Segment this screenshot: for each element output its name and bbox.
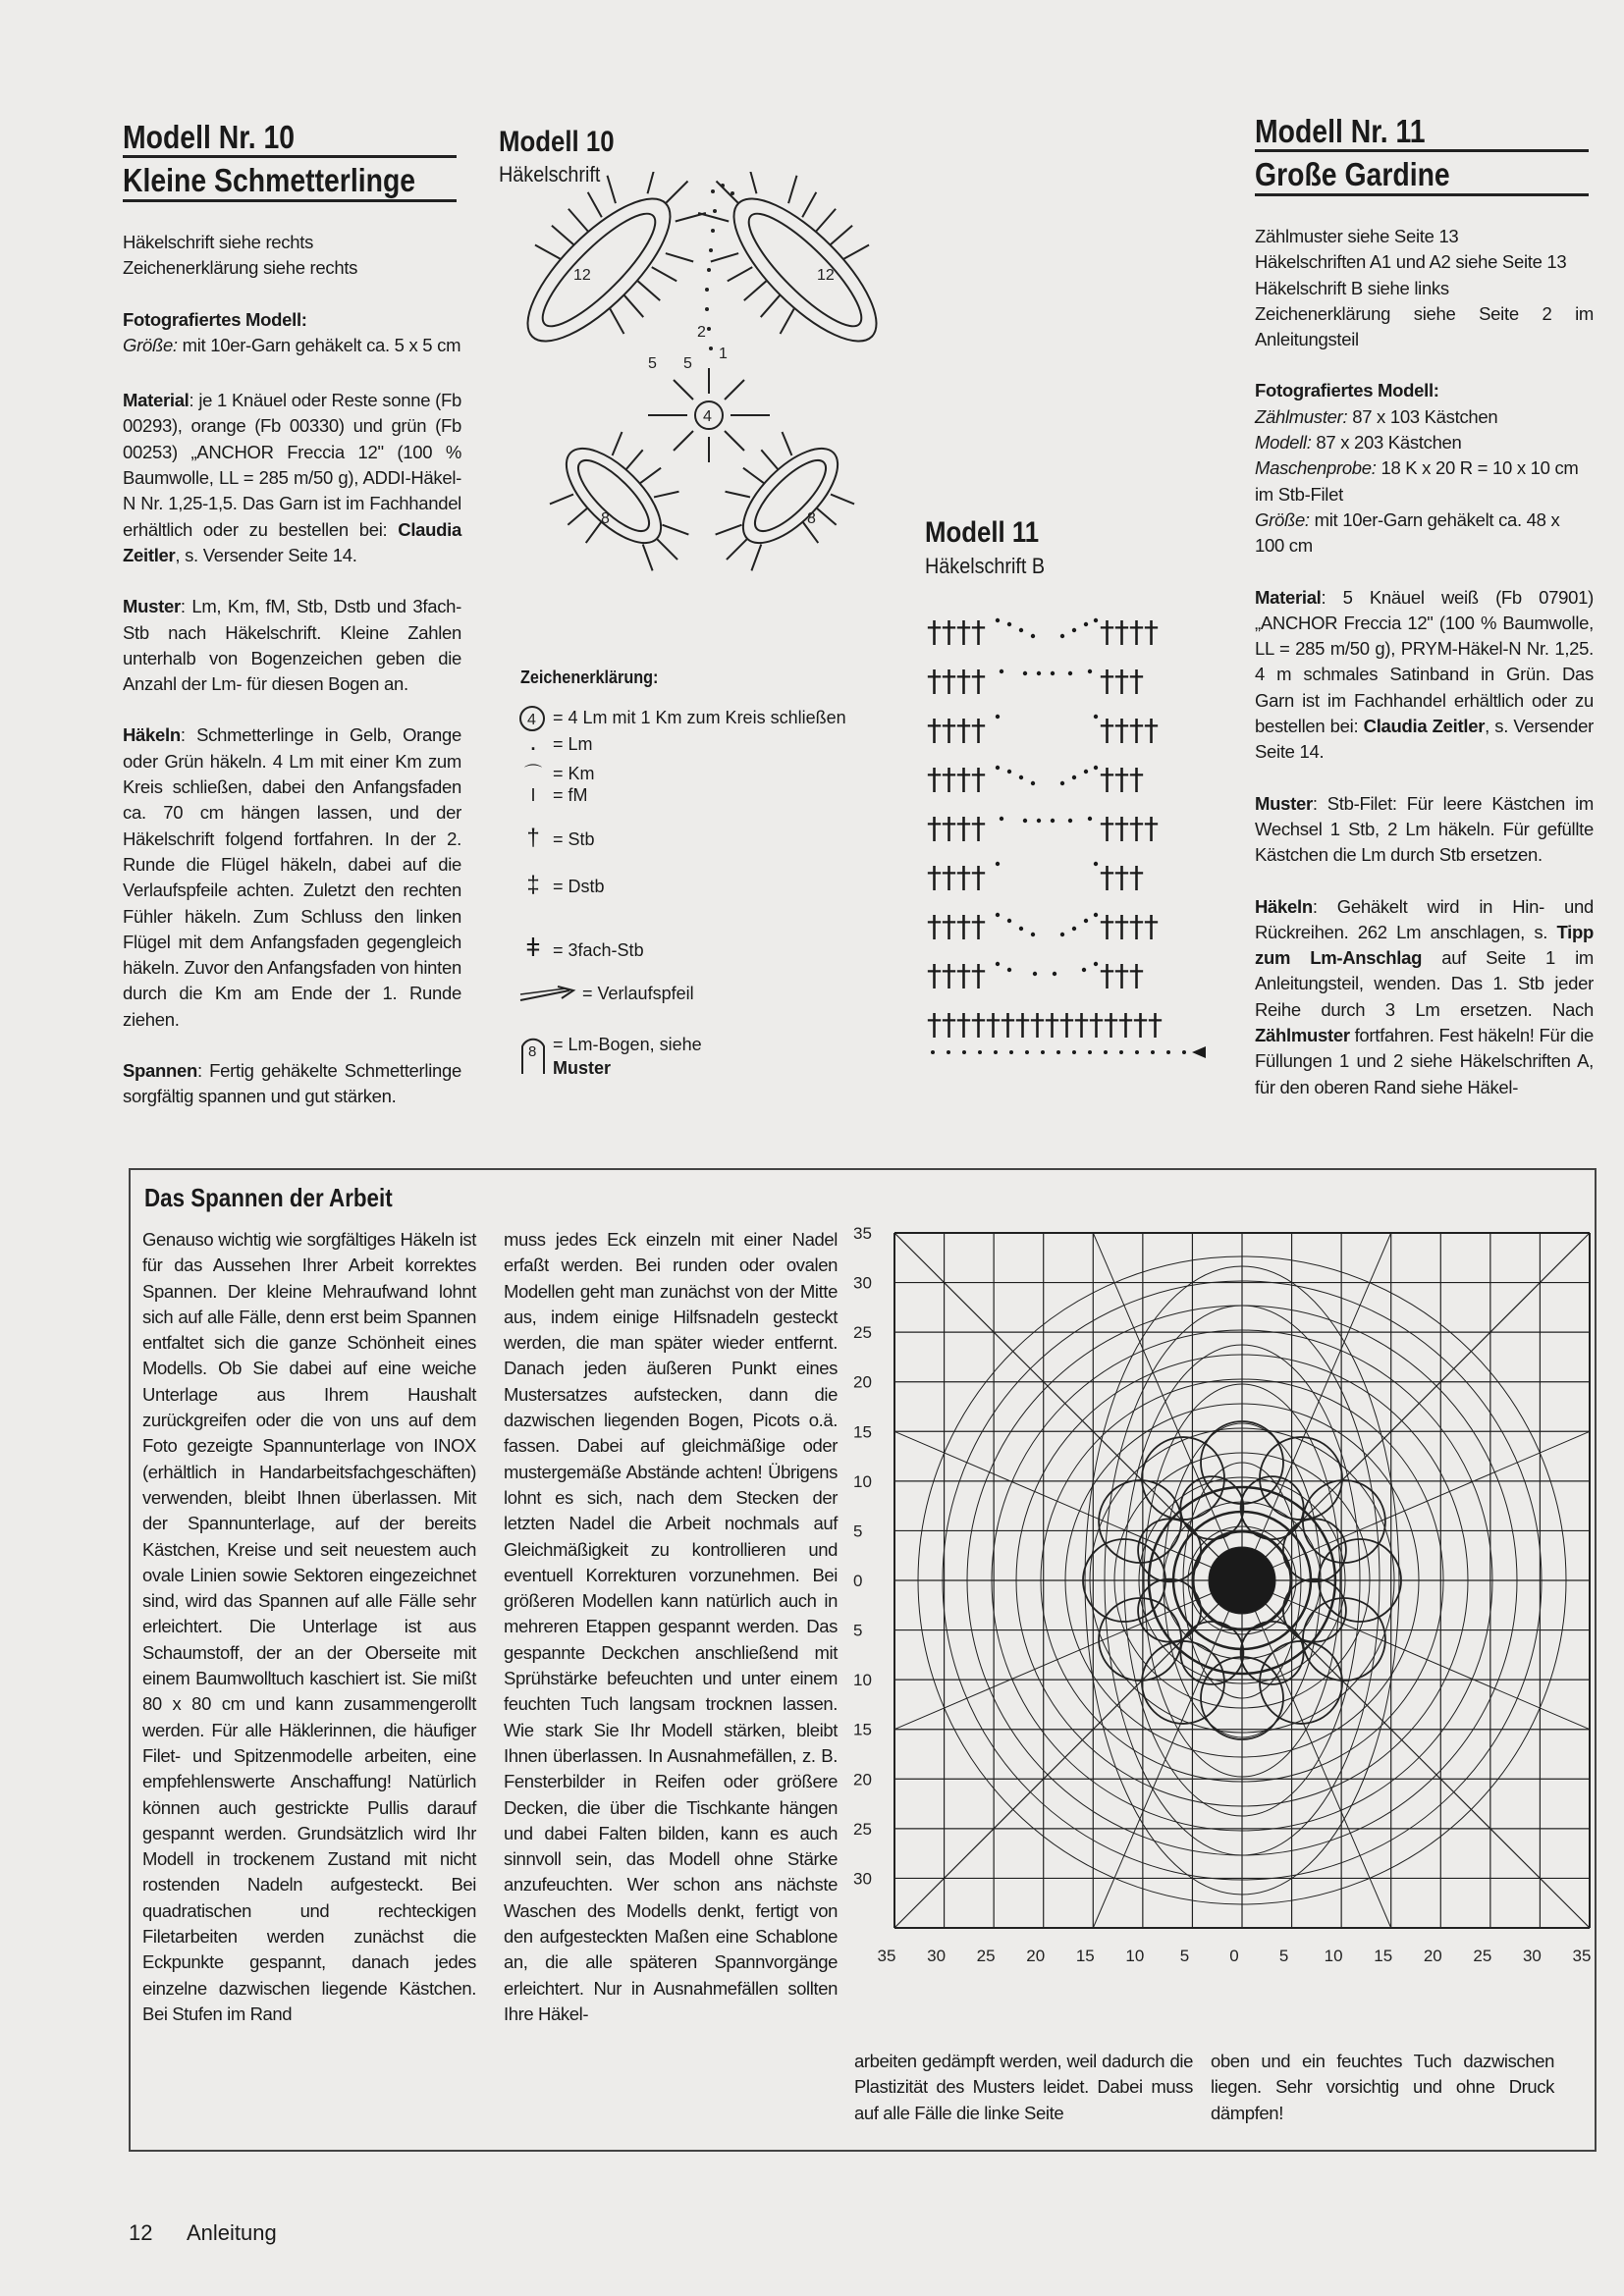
- legend-text: = Verlaufspfeil: [582, 984, 694, 1003]
- legend-text: = Km: [553, 764, 595, 783]
- x-tick-label: 10: [1324, 1947, 1343, 1965]
- field-value: 87 x 103 Kästchen: [1352, 405, 1498, 427]
- blocking-board-diagram: [847, 1227, 1594, 2042]
- title-rule: [123, 155, 457, 158]
- model10-title: Modell Nr. 10: [123, 119, 296, 155]
- section-text: : 5 Knäuel weiß (Fb 07901) „ANCHOR Freccia 12" (100 % Baumwolle, LL = 285 m/50 g), PRYM-Häkel-N Nr. 1,25. 4 m schmales Satinband in Grün.: [1255, 586, 1594, 685]
- legend-text: = Lm: [553, 734, 593, 754]
- x-tick-label: 20: [1026, 1947, 1046, 1965]
- section-text: Das Garn ist im Fachhandel erhältlich oder zu bestellen bei:: [1255, 664, 1594, 737]
- box-column-2: muss jedes Eck einzeln mit einer Nadel erfaßt werden. Bei runden oder ovalen Modellen geht man zunächst von der Mitte aus, indem einige Hilfsnadeln gesteckt werden, die man später wieder entfernt. Danach jeden äußeren Punkt eines Mustersatzes aufstecken, dann die dazwischen liegenden Bogen, Picots o.ä. fassen. Dabei auf gleichmäßige oder mustergemäße Abstände achten! Übrigens lohnt es sich, nach dem Stecken der letzten Nadel die Arbeit nochmals auf Gleichmäßigkeit zu kontrollieren und eventuell Korrekturen vorzunehmen. Bei größeren Modellen kann natürlich auch in mehreren Etappen gespannt werden. Das gespannte Deckchen anschließend mit Sprühstärke befeuchten und unter einem feuchten Tuch langsam trocknen lassen. Wie stark Sie Ihr Modell stärken, bleibt Ihnen überlassen. In Ausnahmefällen, z. B. Fensterbilder in Reifen oder größere Decken, die über die Tischkante hängen und dabei Falten bilden, kann es auch sinnvoll sein, das Modell ohne Stärke anzufeuchten. Wer schon ans nächste Waschen des Modells denkt, fertigt von den aufgesteckten Maßen eine Schablone an, die alle späteren Spannvorgänge erleichtert. Nur in Ausnahmefällen sollten Ihre Häkel-: [504, 1229, 838, 2024]
- x-tick-label: 0: [1229, 1947, 1239, 1965]
- legend-row: [518, 933, 644, 963]
- section-text: auf Seite 1 im Anleitungsteil, wenden. Das 1. Stb jeder Reihe durch 3 Lm ersetzen. Nach: [1255, 947, 1594, 1020]
- section-text: Das Garn ist im Fachhandel erhältlich oder zu bestellen bei:: [123, 493, 461, 540]
- x-tick-label: 35: [1572, 1947, 1592, 1965]
- svg-text:††††: ††††: [1100, 910, 1159, 944]
- svg-text:††††: ††††: [1100, 615, 1159, 650]
- section-label: Muster: [1255, 792, 1313, 814]
- diagram10-subtitle: Häkelschrift: [499, 162, 601, 187]
- intro-line: Häkelschrift B siehe links: [1255, 277, 1449, 298]
- svg-text:†††: †††: [1100, 763, 1144, 797]
- x-tick-label: 30: [927, 1947, 947, 1965]
- section-text-bold: Tipp zum Lm-Anschlag: [1255, 921, 1595, 969]
- field-value: 87 x 203 Kästchen: [1316, 432, 1462, 454]
- svg-text:††††: ††††: [927, 861, 986, 895]
- triple-treble-icon: ǂ: [525, 933, 541, 962]
- section-text: : Fertig gehäkelte Schmetterlinge sorgfältig spannen und gut stärken.: [123, 1060, 461, 1107]
- y-tick-label: 10: [853, 1671, 872, 1690]
- section-text: , s. Versender Seite 14.: [1255, 716, 1595, 763]
- y-tick-label: 30: [853, 1273, 872, 1293]
- butterfly-crochet-chart: [491, 172, 923, 604]
- stitch-count: 5: [648, 355, 657, 372]
- svg-text:8: 8: [528, 1043, 537, 1060]
- svg-text:††††: ††††: [1100, 812, 1159, 846]
- y-tick-label: 20: [853, 1770, 872, 1789]
- section-text: : Stb-Filet: Für leere Kästchen im Wechsel 1 Stb, 2 Lm häkeln. Für gefüllte Kästchen die Lm durch Stb ersetzen.: [1255, 792, 1594, 866]
- box-column-1: Genauso wichtig wie sorgfältiges Häkeln ist für das Aussehen Ihrer Arbeit korrektes Spannen. Der kleine Mehraufwand lohnt sich auf alle Fälle, denn erst beim Spannen entfaltet sich die ganze Schönheit eines Modells. Ob Sie dabei auf eine weiche Unterlage aus Ihrem Haushalt zurückgreifen oder die von uns auf dem Foto gezeigte Spannunterlage von INOX (erhältlich in Handarbeitsfachgeschäften) verwenden, bleibt Ihnen überlassen. Mit der Spannunterlage, auf der bereits Kästchen, Kreise und seit neuestem auch ovale Linien sowie Sektoren eingezeichnet sind, wird das Spannen auf alle Fälle sehr erleichtert. Die Unterlage ist aus Schaumstoff, der an der Oberseite mit einem Baumwolltuch kaschiert ist. Sie mißt 80 x 80 cm und kann zusammengerollt werden. Für alle Häklerinnen, die häufiger Filet- und Spitzenmodelle arbeiten, eine empfehlenswerte Anschaffung! Natürlich können auch gestrickte Pullis darauf gespannt werden. Grundsätzlich wird Ihr Modell in trockenem Zustand mit nicht rostenden Nadeln aufgesteckt. Bei quadratischen und rechteckigen Filetarbeiten werden zunächst die Eckpunkte gespannt, danach jedes einzelne dazwischen liegende Kästchen. Bei Stufen im Rand: [142, 1229, 476, 2024]
- y-tick-label: 20: [853, 1372, 872, 1392]
- legend-row: [518, 705, 846, 732]
- title-rule: [123, 199, 457, 202]
- svg-text:††††: ††††: [927, 910, 986, 944]
- section-label: Material: [123, 390, 189, 411]
- section-label: Häkeln: [123, 724, 181, 746]
- section-text: : Schmetterlinge in Gelb, Orange oder Grün häkeln. 4 Lm mit einer Km zum Kreis schließen, dabei den Anfangsfaden ca. 70 cm hängen lassen, und der Häkelschrift folgend fortfahren. In der 2. Runde die Flügel häkeln, dabei auf die Verlaufspfeile achten. Zuletzt den rechten Fühler häkeln. Zum Schluss den linken Flügel mit dem Anfangsfaden gegengleich häkeln. Zuvor den Anfangsfaden von hinten durch die Km am Ende der 1. Runde ziehen.: [123, 724, 461, 1030]
- intro-line: Zeichenerklärung siehe rechts: [123, 257, 358, 279]
- legend-row: [518, 1033, 702, 1080]
- chain-arc-icon: [518, 1033, 548, 1076]
- field-value: mit 10er-Garn gehäkelt ca. 48 x 100 cm: [1255, 508, 1560, 557]
- x-tick-label: 25: [1473, 1947, 1492, 1965]
- x-tick-label: 25: [976, 1947, 996, 1965]
- svg-text:††††: ††††: [927, 714, 986, 748]
- legend-row: [518, 825, 595, 852]
- y-tick-label: 30: [853, 1869, 872, 1889]
- chain-stitch-icon: .: [530, 734, 536, 754]
- x-tick-label: 5: [1278, 1947, 1289, 1965]
- y-tick-label: 15: [853, 1422, 872, 1442]
- legend-title: Zeichenerklärung:: [520, 667, 659, 687]
- section-text: : Lm, Km, fM, Stb, Dstb und 3fach-Stb nach Häkelschrift. Kleine Zahlen unterhalb von Bogenzeichen geben die Anzahl der Lm- für diesen Bogen an.: [123, 596, 461, 695]
- svg-text:4: 4: [527, 712, 536, 728]
- section-text: : Gehäkelt wird in Hin- und Rückreihen. 262 Lm anschlagen, s.: [1255, 895, 1594, 942]
- stitch-count: 2: [697, 324, 706, 341]
- field-label: Größe:: [1255, 508, 1310, 530]
- legend-text: = 4 Lm mit 1 Km zum Kreis schließen: [553, 707, 846, 727]
- section-text: : je 1 Knäuel oder Reste sonne (Fb 00293), orange (Fb 00330) und grün (Fb 00253) „ANCHOR Freccia 12" (100 % Baumwolle, LL = 285 m/50 g), ADDI-Häkel-N Nr. 1,25-1,5.: [123, 390, 461, 514]
- field-label: Größe:: [123, 334, 178, 355]
- x-tick-label: 20: [1423, 1947, 1442, 1965]
- section-label: Fotografiertes Modell:: [1255, 380, 1439, 401]
- field-label: Modell:: [1255, 432, 1312, 454]
- diagram11-title: Modell 11: [925, 516, 1040, 549]
- box-column-3: arbeiten gedämpft werden, weil dadurch die Plastizität des Musters leidet. Dabei muss auf alle Fälle die linke Seite: [854, 2051, 1193, 2123]
- diagram10-title: Modell 10: [499, 126, 615, 158]
- legend-row: [518, 785, 588, 806]
- diagram11-subtitle: Häkelschrift B: [925, 554, 1046, 578]
- model11-subtitle: Große Gardine: [1255, 156, 1450, 192]
- intro-line: Zählmuster siehe Seite 13: [1255, 226, 1459, 246]
- legend-row: [518, 872, 605, 899]
- y-tick-label: 5: [853, 1621, 863, 1640]
- section-text-bold: Zählmuster: [1255, 1025, 1350, 1046]
- supplier-name: Claudia Zeitler: [123, 518, 461, 565]
- x-tick-label: 10: [1125, 1947, 1145, 1965]
- x-tick-label: 15: [1374, 1947, 1393, 1965]
- section-label: Material: [1255, 586, 1322, 608]
- section-text: , s. Versender Seite 14.: [175, 544, 357, 565]
- model10-subtitle: Kleine Schmetterlinge: [123, 162, 416, 198]
- center-label: 4: [703, 408, 712, 425]
- legend-text: = Lm-Bogen, siehe: [553, 1035, 702, 1054]
- y-tick-label: 5: [853, 1522, 863, 1541]
- svg-text:†††: †††: [1100, 665, 1144, 699]
- svg-text:††††: ††††: [1100, 714, 1159, 748]
- wing-label: 8: [601, 510, 610, 527]
- legend-row: [518, 760, 595, 785]
- svg-text:††††: ††††: [927, 959, 986, 993]
- field-value: 18 K x 20 R = 10 x 10 cm im Stb-Filet: [1255, 457, 1579, 505]
- model11-title: Modell Nr. 11: [1255, 113, 1426, 149]
- intro-line: Häkelschriften A1 und A2 siehe Seite 13: [1255, 251, 1567, 273]
- legend-row: [518, 734, 593, 755]
- svg-text:††††: ††††: [927, 615, 986, 650]
- y-tick-label: 35: [853, 1227, 872, 1243]
- page-number: 12: [129, 2220, 153, 2245]
- svg-text:††††††††††††††††: ††††††††††††††††: [927, 1008, 1163, 1042]
- x-tick-label: 5: [1179, 1947, 1190, 1965]
- box-column-4: oben und ein feuchtes Tuch dazwischen liegen. Sehr vorsichtig und ohne Druck dämpfen!: [1211, 2051, 1554, 2123]
- section-text: fortfahren. Fest häkeln! Für die Füllungen 1 und 2 siehe Häkelschriften A, für den oberen Rand siehe Häkel-: [1255, 1025, 1594, 1097]
- field-label: Maschenprobe:: [1255, 457, 1377, 479]
- x-tick-label: 30: [1522, 1947, 1542, 1965]
- filet-crochet-chart-b: [927, 609, 1221, 1060]
- single-crochet-icon: I: [530, 785, 536, 805]
- section-label: Fotografiertes Modell:: [123, 308, 307, 330]
- svg-text:†††: †††: [1100, 959, 1144, 993]
- double-crochet-icon: †: [526, 825, 540, 851]
- slip-stitch-icon: ⌒: [524, 764, 542, 783]
- treble-crochet-icon: ‡: [526, 872, 540, 898]
- stitch-count: 5: [683, 355, 692, 372]
- x-tick-label: 15: [1075, 1947, 1095, 1965]
- stitch-count: 1: [719, 346, 728, 362]
- right-column-text: [1255, 224, 1594, 1126]
- legend-text: = Dstb: [553, 877, 605, 896]
- svg-text:††††: ††††: [927, 763, 986, 797]
- section-label: Muster: [123, 596, 181, 617]
- svg-text:††††: ††††: [927, 665, 986, 699]
- legend-text: = fM: [553, 785, 588, 805]
- field-label: Zählmuster:: [1255, 405, 1348, 427]
- svg-text:†††: †††: [1100, 861, 1144, 895]
- y-tick-label: 25: [853, 1819, 872, 1839]
- field-value: mit 10er-Garn gehäkelt ca. 5 x 5 cm: [182, 334, 461, 355]
- x-tick-label: 35: [877, 1947, 896, 1965]
- wing-label: 12: [573, 267, 591, 284]
- y-tick-label: 10: [853, 1471, 872, 1491]
- legend-text-bold: Muster: [553, 1058, 612, 1078]
- title-rule: [1255, 149, 1589, 152]
- box-title: Das Spannen der Arbeit: [144, 1183, 393, 1212]
- legend-text: = 3fach-Stb: [553, 940, 644, 960]
- y-tick-label: 0: [853, 1572, 863, 1590]
- intro-line: Häkelschrift siehe rechts: [123, 232, 314, 252]
- blocking-info-box: [129, 1168, 1597, 2152]
- title-rule: [1255, 193, 1589, 196]
- legend-row: [518, 984, 694, 1004]
- left-column-text: [123, 230, 461, 1136]
- section-label: Häkeln: [1255, 895, 1313, 917]
- ring-icon: [518, 705, 548, 732]
- legend-text: = Stb: [553, 829, 595, 849]
- wing-label: 8: [807, 510, 816, 527]
- footer-section: Anleitung: [187, 2220, 277, 2245]
- wing-label: 12: [817, 267, 835, 284]
- svg-text:††††: ††††: [927, 812, 986, 846]
- y-tick-label: 25: [853, 1323, 872, 1343]
- direction-arrow-icon: [518, 985, 577, 1004]
- supplier-name: Claudia Zeitler: [1363, 716, 1486, 737]
- section-label: Spannen: [123, 1060, 198, 1082]
- y-tick-label: 15: [853, 1720, 872, 1739]
- intro-line: Zeichenerklärung siehe Seite 2 im Anleitungsteil: [1255, 302, 1594, 350]
